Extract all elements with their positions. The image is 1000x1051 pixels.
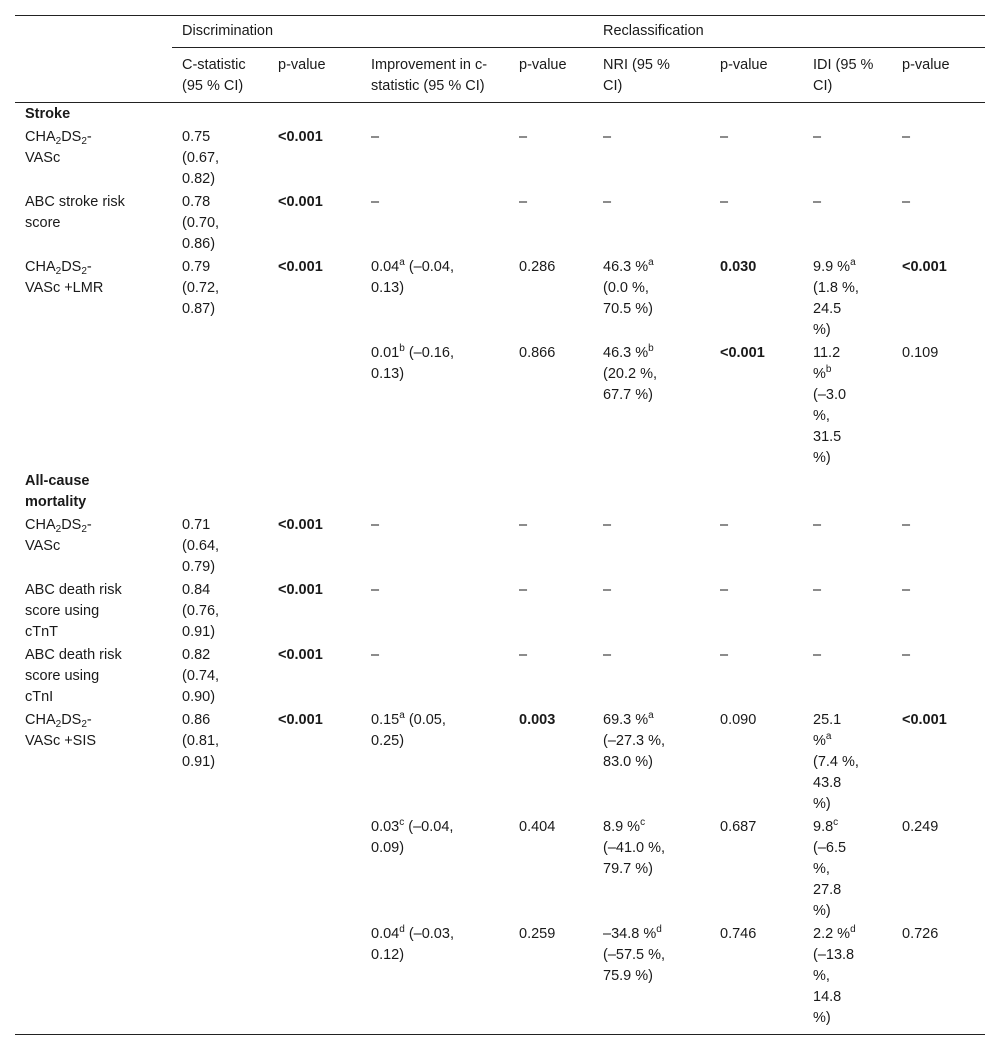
p-value-cell: <0.001 [902, 712, 947, 728]
p-value-cell: 0.259 [519, 926, 556, 942]
section-mortality: All-cause mortality [25, 473, 90, 510]
row-label-stroke-cha2ds2vasc: $CHA_2DS_2-$ VASc [25, 129, 92, 166]
dash-cell: – [720, 517, 729, 533]
p-value-cell: 0.687 [720, 819, 757, 835]
row-label-cha2ds2vasc-sis: $CHA_2DS_2-$ VASc +SIS [25, 712, 97, 749]
col-header-nri: NRI (95 % CI) [603, 57, 670, 94]
col-header-p3: p-value [720, 57, 768, 73]
table-bottom-rule [15, 1034, 985, 1035]
dash-cell: – [902, 647, 911, 663]
dash-cell: – [519, 582, 528, 598]
improvement-cell: 0.04$^a$ (–0.04, 0.13) [371, 257, 454, 296]
col-header-p2: p-value [519, 57, 567, 73]
p-value-cell: <0.001 [278, 517, 323, 533]
dash-cell: – [813, 582, 822, 598]
idi-cell: 9.8$^c$ (–6.5 %, 27.8 %) [813, 817, 847, 919]
col-header-p4: p-value [902, 57, 950, 73]
dash-cell: – [603, 647, 612, 663]
nri-cell: –34.8 %$^d$ (–57.5 %, 75.9 %) [603, 924, 666, 984]
cstat-cell: 0.82 (0.74, 0.90) [182, 647, 220, 705]
dash-cell: – [902, 194, 911, 210]
row-label-abc-stroke: ABC stroke risk score [25, 194, 125, 231]
dash-cell: – [720, 129, 729, 145]
cstat-cell: 0.84 (0.76, 0.91) [182, 582, 220, 640]
p-value-cell: 0.866 [519, 345, 556, 361]
dash-cell: – [371, 582, 380, 598]
row-label-mortality-cha2ds2vasc: $CHA_2DS_2-$ VASc [25, 517, 92, 554]
p-value-cell: 0.404 [519, 819, 556, 835]
p-value-cell: <0.001 [278, 259, 323, 275]
p-value-cell: 0.746 [720, 926, 757, 942]
row-label-cha2ds2vasc-lmr: $CHA_2DS_2-$ VASc +LMR [25, 259, 104, 296]
group-header-rule [172, 47, 985, 48]
nri-cell: 46.3 %$^b$ (20.2 %, 67.7 %) [603, 343, 657, 403]
p-value-cell: 0.109 [902, 345, 939, 361]
improvement-cell: 0.15$^a$ (0.05, 0.25) [371, 710, 446, 749]
col-header-improvement: Improvement in c- statistic (95 % CI) [371, 57, 488, 94]
group-header-discrimination: Discrimination [182, 23, 274, 39]
dash-cell: – [902, 582, 911, 598]
dash-cell: – [519, 129, 528, 145]
dash-cell: – [902, 129, 911, 145]
nri-cell: 46.3 %$^a$ (0.0 %, 70.5 %) [603, 257, 654, 317]
dash-cell: – [603, 582, 612, 598]
col-header-idi: IDI (95 % CI) [813, 57, 874, 94]
section-stroke: Stroke [25, 106, 71, 122]
dash-cell: – [720, 582, 729, 598]
dash-cell: – [603, 517, 612, 533]
cstat-cell: 0.75 (0.67, 0.82) [182, 129, 220, 187]
dash-cell: – [720, 647, 729, 663]
p-value-cell: 0.090 [720, 712, 757, 728]
dash-cell: – [371, 129, 380, 145]
p-value-cell: 0.030 [720, 259, 757, 275]
improvement-cell: 0.04$^d$ (–0.03, 0.12) [371, 924, 454, 963]
header-bottom-rule [15, 102, 985, 103]
p-value-cell: 0.003 [519, 712, 556, 728]
nri-cell: 8.9 %$^c$ (–41.0 %, 79.7 %) [603, 817, 666, 877]
dash-cell: – [720, 194, 729, 210]
dash-cell: – [813, 194, 822, 210]
p-value-cell: 0.726 [902, 926, 939, 942]
dash-cell: – [813, 647, 822, 663]
improvement-cell: 0.03$^c$ (–0.04, 0.09) [371, 817, 454, 856]
col-header-p1: p-value [278, 57, 326, 73]
row-label-abc-death-ctnt: ABC death risk score using cTnT [25, 582, 122, 640]
idi-cell: 2.2 %$^d$ (–13.8 %, 14.8 %) [813, 924, 856, 1026]
p-value-cell: <0.001 [278, 712, 323, 728]
p-value-cell: <0.001 [278, 647, 323, 663]
dash-cell: – [371, 647, 380, 663]
row-label-abc-death-ctni: ABC death risk score using cTnI [25, 647, 122, 705]
dash-cell: – [519, 194, 528, 210]
dash-cell: – [603, 129, 612, 145]
cstat-cell: 0.78 (0.70, 0.86) [182, 194, 220, 252]
p-value-cell: 0.249 [902, 819, 939, 835]
dash-cell: – [813, 129, 822, 145]
dash-cell: – [519, 647, 528, 663]
p-value-cell: <0.001 [720, 345, 765, 361]
table-top-rule [15, 15, 985, 16]
p-value-cell: <0.001 [902, 259, 947, 275]
p-value-cell: 0.286 [519, 259, 556, 275]
dash-cell: – [519, 517, 528, 533]
nri-cell: 69.3 %$^a$ (–27.3 %, 83.0 %) [603, 710, 666, 770]
cstat-cell: 0.71 (0.64, 0.79) [182, 517, 220, 575]
dash-cell: – [813, 517, 822, 533]
dash-cell: – [371, 517, 380, 533]
group-header-reclassification: Reclassification [603, 23, 704, 39]
p-value-cell: <0.001 [278, 582, 323, 598]
dash-cell: – [371, 194, 380, 210]
p-value-cell: <0.001 [278, 129, 323, 145]
idi-cell: 11.2 %$^b$ (–3.0 %, 31.5 %) [813, 345, 847, 466]
col-header-cstat: C-statistic (95 % CI) [182, 57, 246, 94]
cstat-cell: 0.79 (0.72, 0.87) [182, 259, 220, 317]
dash-cell: – [603, 194, 612, 210]
p-value-cell: <0.001 [278, 194, 323, 210]
improvement-cell: 0.01$^b$ (–0.16, 0.13) [371, 343, 454, 382]
dash-cell: – [902, 517, 911, 533]
idi-cell: 25.1 %$^a$ (7.4 %, 43.8 %) [813, 712, 859, 812]
idi-cell: 9.9 %$^a$ (1.8 %, 24.5 %) [813, 257, 859, 338]
cstat-cell: 0.86 (0.81, 0.91) [182, 712, 220, 770]
